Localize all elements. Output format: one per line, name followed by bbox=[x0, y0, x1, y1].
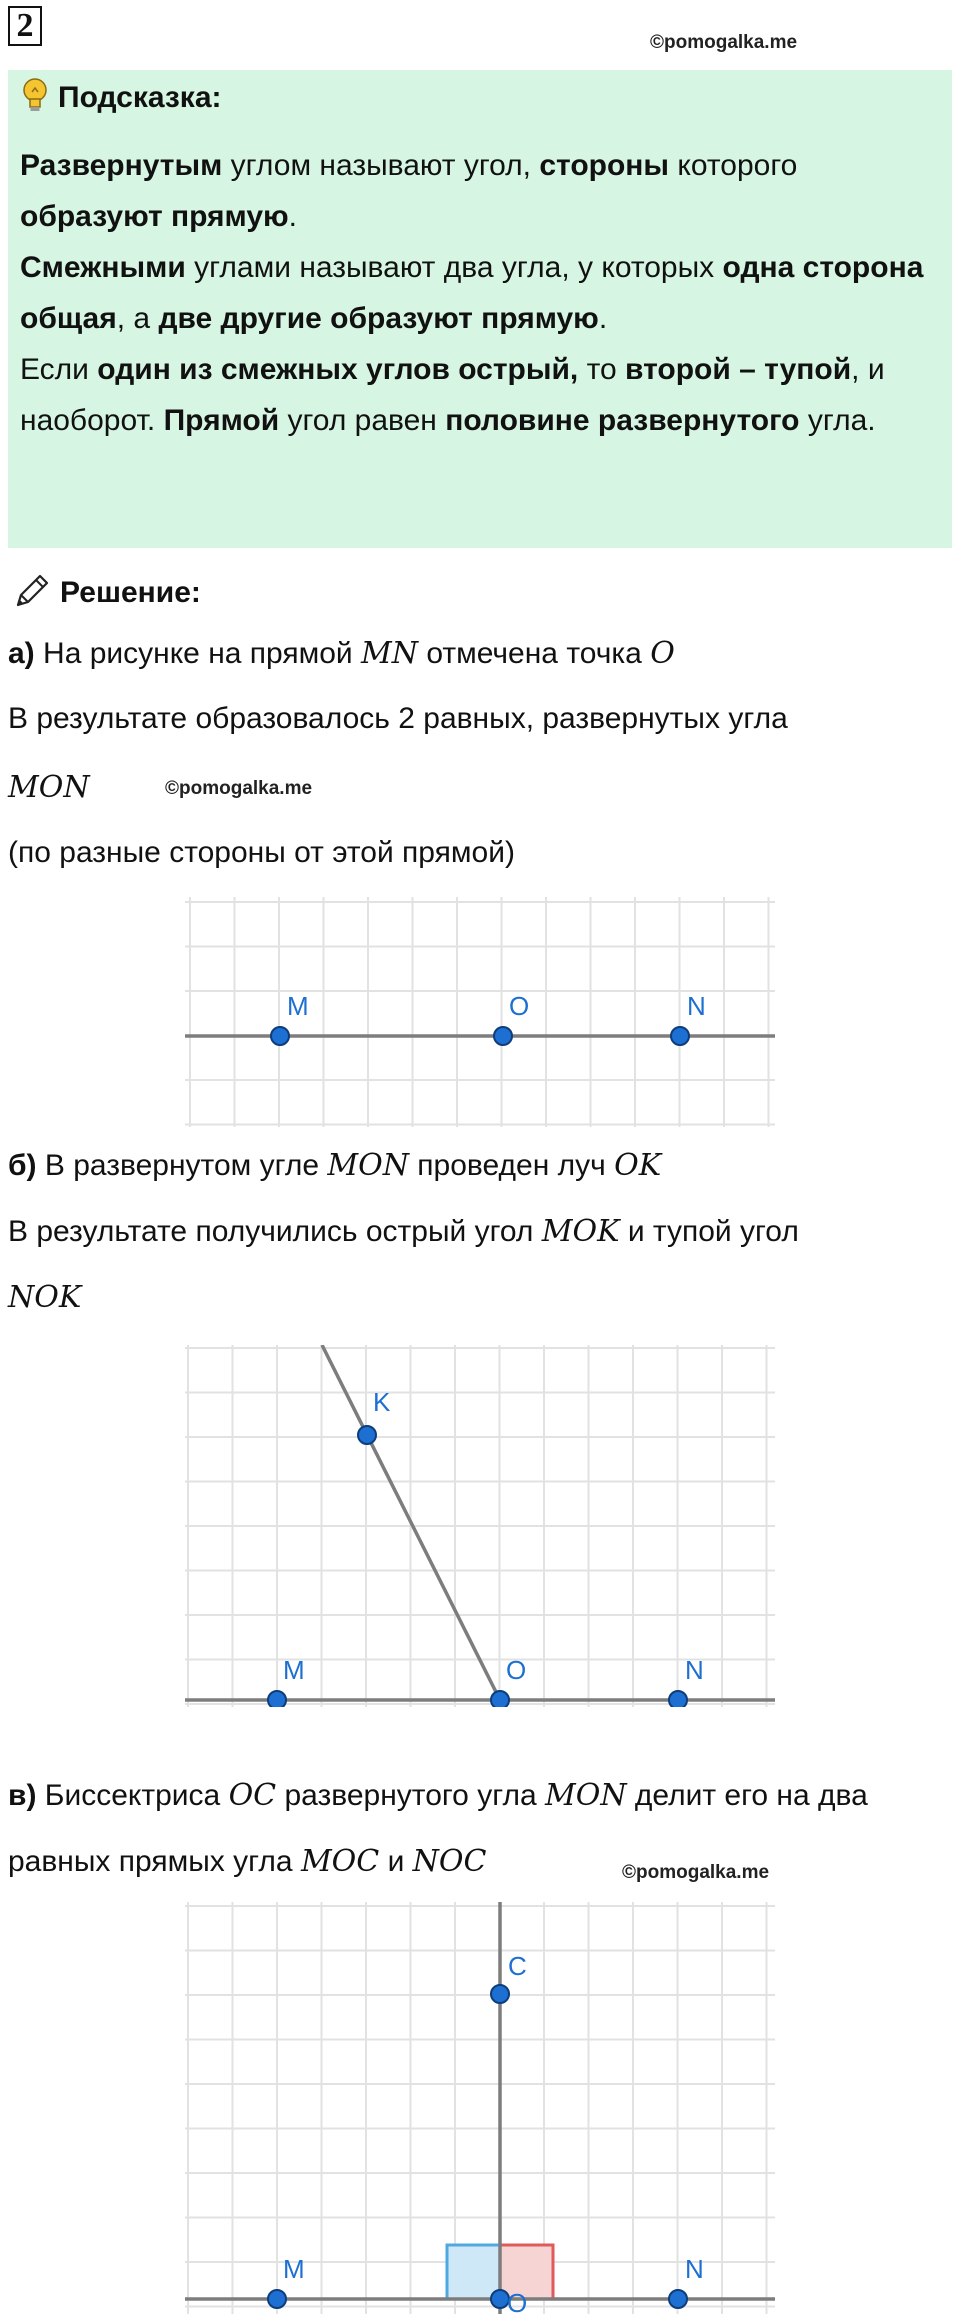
part-c-line-1 bbox=[8, 1778, 868, 1813]
math-term: MOC bbox=[300, 1844, 380, 1879]
math-term: NOK bbox=[8, 1280, 82, 1315]
label-o: O bbox=[509, 991, 530, 1021]
text-run: В развернутом угле bbox=[36, 1149, 328, 1182]
angle-moc-marker bbox=[447, 2245, 500, 2299]
math-term: MON bbox=[327, 1148, 409, 1183]
text-run: В результате получились острый угол bbox=[8, 1215, 542, 1248]
hint-bold: второй – тупой bbox=[625, 353, 852, 386]
hint-title: Подсказка: bbox=[58, 81, 222, 114]
solution-title: Решение: bbox=[60, 576, 201, 609]
hint-bold: Развернутым bbox=[20, 149, 223, 182]
point-k bbox=[358, 1426, 376, 1444]
part-b-label: б) bbox=[8, 1149, 37, 1182]
hint-bold: Прямой bbox=[163, 404, 280, 437]
hint-bold: один из смежных углов острый, bbox=[97, 353, 579, 386]
hint-text bbox=[20, 140, 940, 446]
task-number: 2 bbox=[8, 6, 42, 46]
hint-text-run: то bbox=[578, 353, 626, 386]
hint-paragraph-1 bbox=[20, 140, 940, 242]
point-m bbox=[268, 2290, 286, 2308]
math-term: OK bbox=[614, 1148, 662, 1183]
part-c-line-2 bbox=[8, 1844, 486, 1879]
label-k: K bbox=[373, 1387, 391, 1417]
hint-bold: половине развернутого bbox=[445, 404, 800, 437]
hint-paragraph-2 bbox=[20, 242, 940, 344]
part-c-label: в) bbox=[8, 1779, 37, 1812]
figure-a bbox=[185, 897, 775, 1127]
label-m: M bbox=[283, 2254, 305, 2284]
hint-bold: одна сторона общая bbox=[20, 251, 924, 335]
figure-b-grid bbox=[185, 1345, 775, 1707]
point-o bbox=[494, 1027, 512, 1045]
point-m bbox=[268, 1691, 286, 1707]
hint-text-run: углами называют два угла, у которых bbox=[185, 251, 723, 284]
text-run: и тупой угол bbox=[619, 1215, 799, 1248]
label-m: M bbox=[283, 1655, 305, 1685]
text-run: На рисунке на прямой bbox=[34, 637, 362, 670]
text-run: и bbox=[379, 1845, 413, 1878]
label-n: N bbox=[685, 2254, 704, 2284]
label-m: M bbox=[287, 991, 309, 1021]
point-c bbox=[491, 1985, 509, 2003]
math-term: MON bbox=[8, 770, 90, 805]
solution-header bbox=[12, 572, 201, 614]
hint-text-run: . bbox=[598, 302, 608, 335]
hint-text-run: которого bbox=[669, 149, 798, 182]
figure-c bbox=[185, 1902, 775, 2314]
part-a-line-2: В результате образовалось 2 равных, развернутых угла bbox=[8, 702, 788, 735]
text-run: развернутого угла bbox=[276, 1779, 545, 1812]
watermark-top: ©pomogalka.me bbox=[650, 32, 798, 53]
part-b-line-1 bbox=[8, 1148, 661, 1183]
label-o: O bbox=[506, 1655, 527, 1685]
math-term: NOC bbox=[412, 1844, 487, 1879]
part-a-label: а) bbox=[8, 637, 35, 670]
text-run: Биссектриса bbox=[36, 1779, 229, 1812]
text-run: проведен луч bbox=[408, 1149, 615, 1182]
label-n: N bbox=[687, 991, 706, 1021]
hint-text-run: угол равен bbox=[279, 404, 446, 437]
hint-bold: Смежными bbox=[20, 251, 186, 284]
hint-bold: стороны bbox=[539, 149, 670, 182]
point-n bbox=[669, 1691, 687, 1707]
watermark-c: ©pomogalka.me bbox=[622, 1862, 770, 1883]
hint-text-run: угла. bbox=[799, 404, 876, 437]
pencil-icon bbox=[12, 571, 52, 616]
point-o bbox=[491, 1691, 509, 1707]
part-a-line-3 bbox=[8, 770, 90, 805]
text-run: отмечена точка bbox=[418, 637, 651, 670]
hint-text-run: , а bbox=[116, 302, 159, 335]
label-c: C bbox=[508, 1951, 527, 1981]
text-run: делит его на два bbox=[626, 1779, 868, 1812]
hint-text-run: углом называют угол, bbox=[222, 149, 540, 182]
part-a-line-4: (по разные стороны от этой прямой) bbox=[8, 836, 515, 869]
part-b-line-2 bbox=[8, 1214, 799, 1249]
math-term: OC bbox=[228, 1778, 277, 1813]
point-n bbox=[671, 1027, 689, 1045]
hint-text-run: . bbox=[288, 200, 297, 233]
math-term: MOK bbox=[541, 1214, 620, 1249]
math-term: O bbox=[650, 636, 675, 671]
hint-bold: образуют прямую bbox=[20, 200, 289, 233]
hint-bold: две другие образуют прямую bbox=[158, 302, 599, 335]
part-b-line-3 bbox=[8, 1280, 81, 1315]
text-run: равных прямых угла bbox=[8, 1845, 301, 1878]
hint-text-run: Если bbox=[20, 353, 98, 386]
part-a-line-1 bbox=[8, 636, 675, 671]
figure-b bbox=[185, 1345, 775, 1707]
label-n: N bbox=[685, 1655, 704, 1685]
label-o: O bbox=[507, 2288, 528, 2314]
math-term: MON bbox=[545, 1778, 627, 1813]
hint-text-run: , и наоборот. bbox=[20, 353, 885, 437]
point-n bbox=[669, 2290, 687, 2308]
math-term: MN bbox=[361, 636, 418, 671]
lightbulb-icon bbox=[22, 78, 48, 119]
hint-header bbox=[22, 78, 222, 118]
watermark-a: ©pomogalka.me bbox=[165, 778, 313, 799]
point-m bbox=[271, 1027, 289, 1045]
hint-paragraph-3 bbox=[20, 344, 940, 446]
